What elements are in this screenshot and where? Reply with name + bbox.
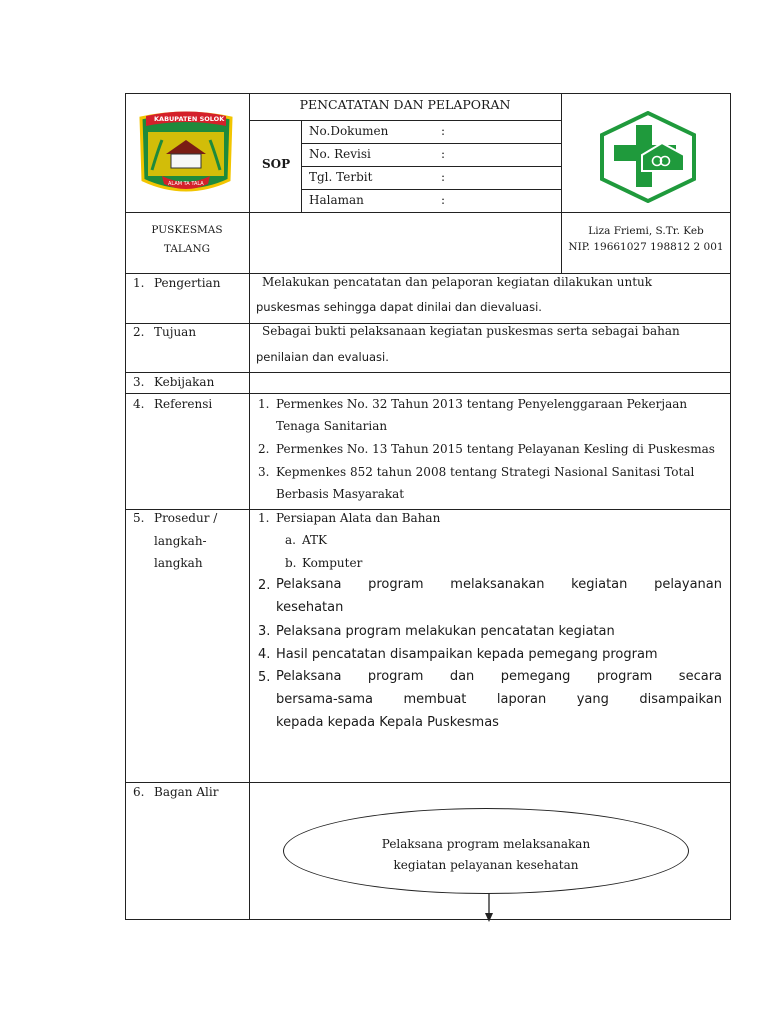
tujuan-text-line2: penilaian dan evaluasi. (256, 350, 389, 364)
substep-letter: b. (285, 556, 297, 570)
reference-text: Permenkes No. 13 Tahun 2015 tentang Pelayanan Kesling di Puskesmas (276, 442, 715, 456)
pengertian-text-line2: puskesmas sehingga dapat dinilai dan dievaluasi. (256, 300, 542, 314)
row-divider (125, 393, 731, 394)
document-title: PENCATATAN DAN PELAPORAN (299, 97, 511, 112)
sop-label: SOP (262, 157, 291, 171)
logo-text-top: KABUPATEN SOLOK (154, 115, 225, 123)
puskesmas-cross-icon (598, 111, 698, 203)
reference-number: 3. (258, 465, 270, 479)
step-text-justified (276, 573, 722, 619)
section-number: 4. (133, 397, 145, 411)
step-number: 4. (258, 647, 271, 662)
field-label-no-revisi: No. Revisi (309, 147, 371, 161)
step-number: 1. (258, 511, 270, 525)
reference-text: Kepmenkes 852 tahun 2008 tentang Strategi Nasional Sanitasi Total (276, 465, 695, 479)
section-label-prosedur-2: langkah- (154, 534, 207, 548)
field-label-tgl-terbit: Tgl. Terbit (309, 170, 373, 184)
section-number: 3. (133, 375, 145, 389)
step-text: Persiapan Alata dan Bahan (276, 511, 441, 525)
field-sep: : (441, 147, 446, 161)
kabupaten-solok-logo (138, 110, 234, 196)
step-text-justified (276, 665, 722, 734)
header-divider (301, 189, 561, 190)
flowchart-arrow (484, 893, 494, 923)
reference-number: 1. (258, 397, 270, 411)
section-label-referensi: Referensi (154, 397, 213, 411)
flowchart-node (283, 808, 689, 894)
substep-text: ATK (302, 533, 327, 547)
step5-line2: bersama-sama membuat laporan yang disampaikan (276, 692, 722, 707)
flowchart-node-text-line1: Pelaksana program melaksanakan (381, 837, 591, 851)
signer-name: Liza Friemi, S.Tr. Keb (588, 225, 704, 237)
row-divider (125, 212, 731, 213)
row-divider (125, 372, 731, 373)
column-divider (301, 120, 302, 212)
substep-letter: a. (285, 533, 296, 547)
header-divider (301, 143, 561, 144)
field-label-halaman: Halaman (309, 193, 364, 207)
step-number: 5. (258, 670, 271, 685)
section-number: 5. (133, 511, 145, 525)
org-name-line2: TALANG (163, 243, 211, 255)
step2-line1: Pelaksana program melaksanakan kegiatan pelayanan (276, 577, 722, 592)
reference-number: 2. (258, 442, 270, 456)
org-name-line1: PUSKESMAS (151, 224, 223, 236)
row-divider (125, 782, 731, 783)
section-label-kebijakan: Kebijakan (154, 375, 215, 389)
field-sep: : (441, 193, 446, 207)
reference-text-cont: Berbasis Masyarakat (276, 487, 405, 501)
row-divider (125, 273, 731, 274)
pengertian-text-line1: Melakukan pencatatan dan pelaporan kegiatan dilakukan untuk (262, 275, 653, 289)
reference-text: Permenkes No. 32 Tahun 2013 tentang Penyelenggaraan Pekerjaan (276, 397, 688, 411)
section-number: 2. (133, 325, 145, 339)
tujuan-text-line1: Sebagai bukti pelaksanaan kegiatan puskesmas serta sebagai bahan (262, 324, 680, 338)
section-label-prosedur-3: langkah (154, 556, 203, 570)
step-number: 3. (258, 624, 271, 639)
column-divider (249, 93, 250, 920)
signer-nip: NIP. 19661027 198812 2 001 (568, 241, 724, 253)
puskesmas-logo (598, 111, 698, 203)
field-label-no-dokumen: No.Dokumen (309, 124, 389, 138)
section-label-tujuan: Tujuan (154, 325, 197, 339)
row-divider (125, 509, 731, 510)
field-sep: : (441, 170, 446, 184)
section-label-prosedur-1: Prosedur / (154, 511, 218, 525)
step2-line2: kesehatan (276, 600, 344, 615)
section-number: 1. (133, 276, 145, 290)
header-divider (249, 120, 561, 121)
section-label-pengertian: Pengertian (154, 276, 221, 290)
substep-text: Komputer (302, 556, 363, 570)
field-sep: : (441, 124, 446, 138)
reference-text-cont: Tenaga Sanitarian (276, 419, 388, 433)
section-number: 6. (133, 785, 145, 799)
arrow-down-icon (484, 893, 494, 923)
logo-text-bottom: ALAM TA TALA (168, 181, 204, 187)
header-divider (301, 166, 561, 167)
step-text: Hasil pencatatan disampaikan kepada pemegang program (276, 647, 658, 662)
step-number: 2. (258, 578, 271, 593)
step5-line1: Pelaksana program dan pemegang program secara (276, 669, 722, 684)
section-label-bagan-alir: Bagan Alir (154, 785, 219, 799)
flowchart-node-text-line2: kegiatan pelayanan kesehatan (393, 858, 579, 872)
step-text: Pelaksana program melakukan pencatatan kegiatan (276, 624, 615, 639)
step5-line3: kepada kepada Kepala Puskesmas (276, 715, 499, 730)
